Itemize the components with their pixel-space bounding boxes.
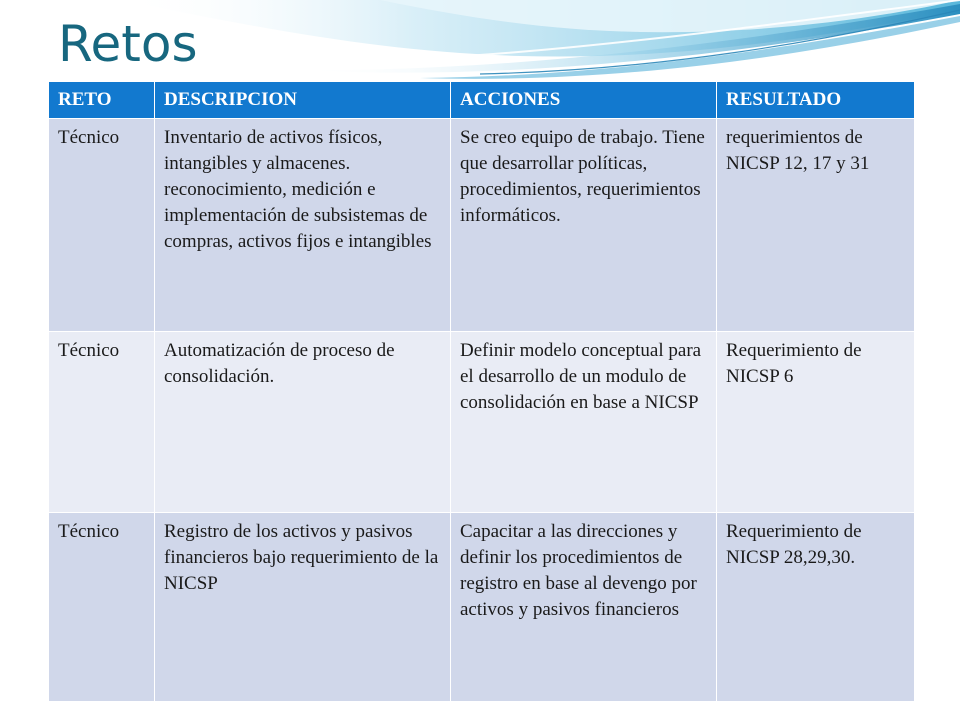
cell-resultado: requerimientos de NICSP 12, 17 y 31 [717,119,915,332]
retos-table [48,81,915,702]
cell-descripcion: Registro de los activos y pasivos financieros bajo requerimiento de la NICSP [155,513,451,702]
cell-reto: Técnico [49,332,155,513]
header-reto: RETO [49,82,155,119]
cell-resultado: Requerimiento de NICSP 6 [717,332,915,513]
table-header-row [49,82,915,119]
cell-descripcion: Inventario de activos físicos, intangibles y almacenes. reconocimiento, medición e implementación de subsistemas de compras, activos fijos e intangibles [155,119,451,332]
table-row [49,119,915,332]
cell-acciones: Se creo equipo de trabajo. Tiene que desarrollar políticas, procedimientos, requerimientos informáticos. [451,119,717,332]
table-row [49,513,915,702]
cell-resultado: Requerimiento de NICSP 28,29,30. [717,513,915,702]
table-row [49,332,915,513]
cell-acciones: Definir modelo conceptual para el desarrollo de un modulo de consolidación en base a NICSP [451,332,717,513]
cell-reto: Técnico [49,119,155,332]
cell-acciones: Capacitar a las direcciones y definir los procedimientos de registro en base al devengo por activos y pasivos financieros [451,513,717,702]
header-resultado: RESULTADO [717,82,915,119]
header-descripcion: DESCRIPCION [155,82,451,119]
cell-reto: Técnico [49,513,155,702]
slide-title: Retos [58,15,198,73]
header-acciones: ACCIONES [451,82,717,119]
cell-descripcion: Automatización de proceso de consolidación. [155,332,451,513]
